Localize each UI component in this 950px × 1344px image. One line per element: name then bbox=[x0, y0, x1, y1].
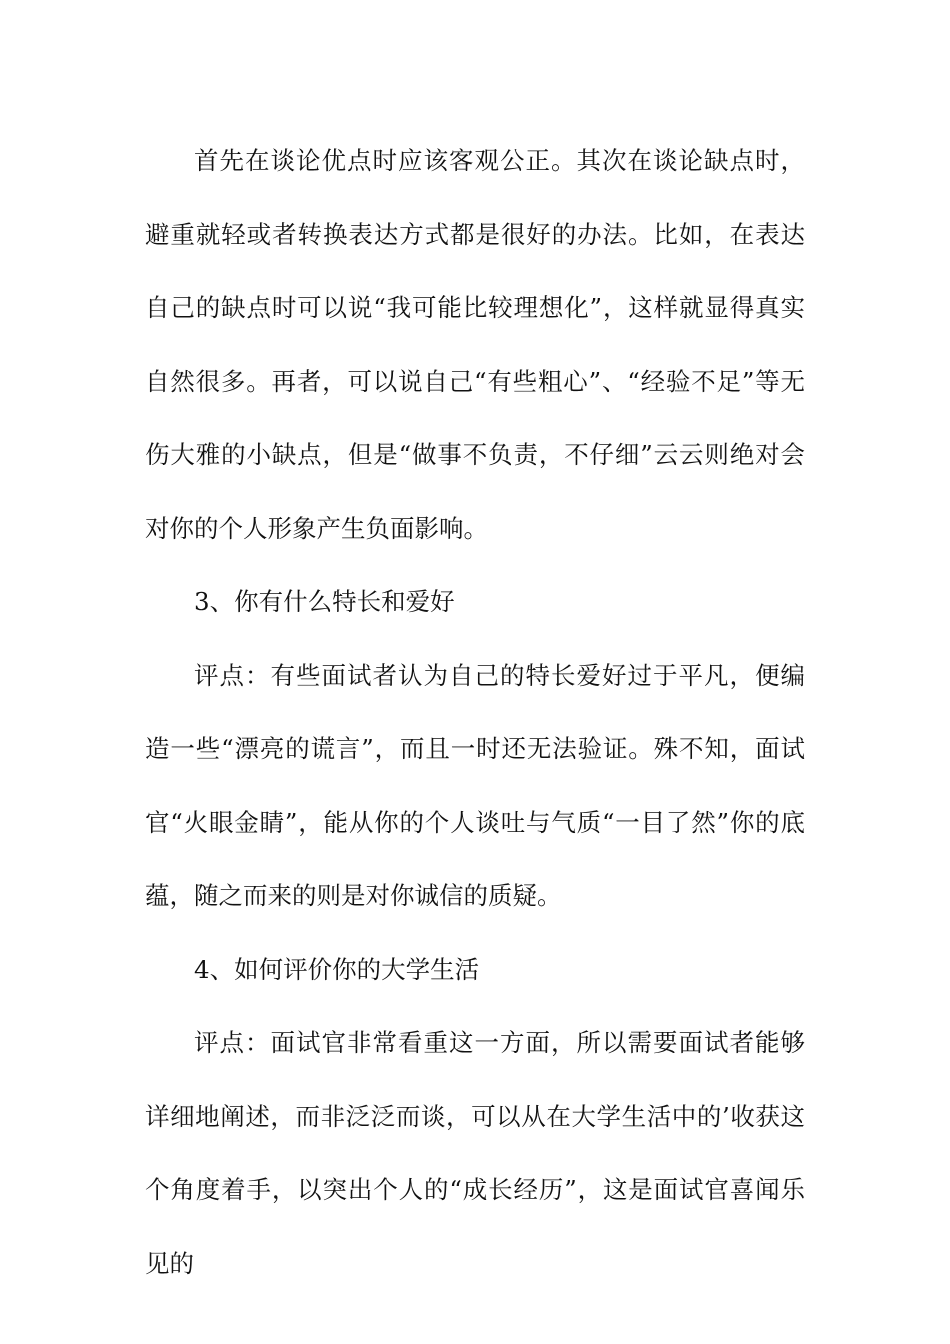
paragraph-weakness-advice: 首先在谈论优点时应该客观公正。其次在谈论缺点时，避重就轻或者转换表达方式都是很好的办法。比如，在表达自己的缺点时可以说“我可能比较理想化”，这样就显得真实自然很多。再者，可以说自己“有些粗心”、“经验不足”等无伤大雅的小缺点，但是“做事不负责，不仔细”云云则绝对会对你的个人形象产生负面影响。 bbox=[145, 146, 805, 543]
paragraph-college-life-comment: 评点：面试官非常看重这一方面，所以需要面试者能够详细地阐述，而非泛泛而谈，可以从在大学生活中的’收获这个角度着手，以突出个人的“成长经历”，这是面试官喜闻乐见的 bbox=[145, 1028, 805, 1278]
document-body bbox=[145, 124, 805, 1300]
paragraph-hobbies-comment: 评点：有些面试者认为自己的特长爱好过于平凡，便编造一些“漂亮的谎言”，而且一时还无法验证。殊不知，面试官“火眼金睛”，能从你的个人谈吐与气质“一目了然”你的底蕴，随之而来的则是对你诚信的质疑。 bbox=[145, 660, 805, 910]
question-heading-4: 4、如何评价你的大学生活 bbox=[194, 954, 480, 984]
question-heading-3: 3、你有什么特长和爱好 bbox=[194, 587, 455, 616]
